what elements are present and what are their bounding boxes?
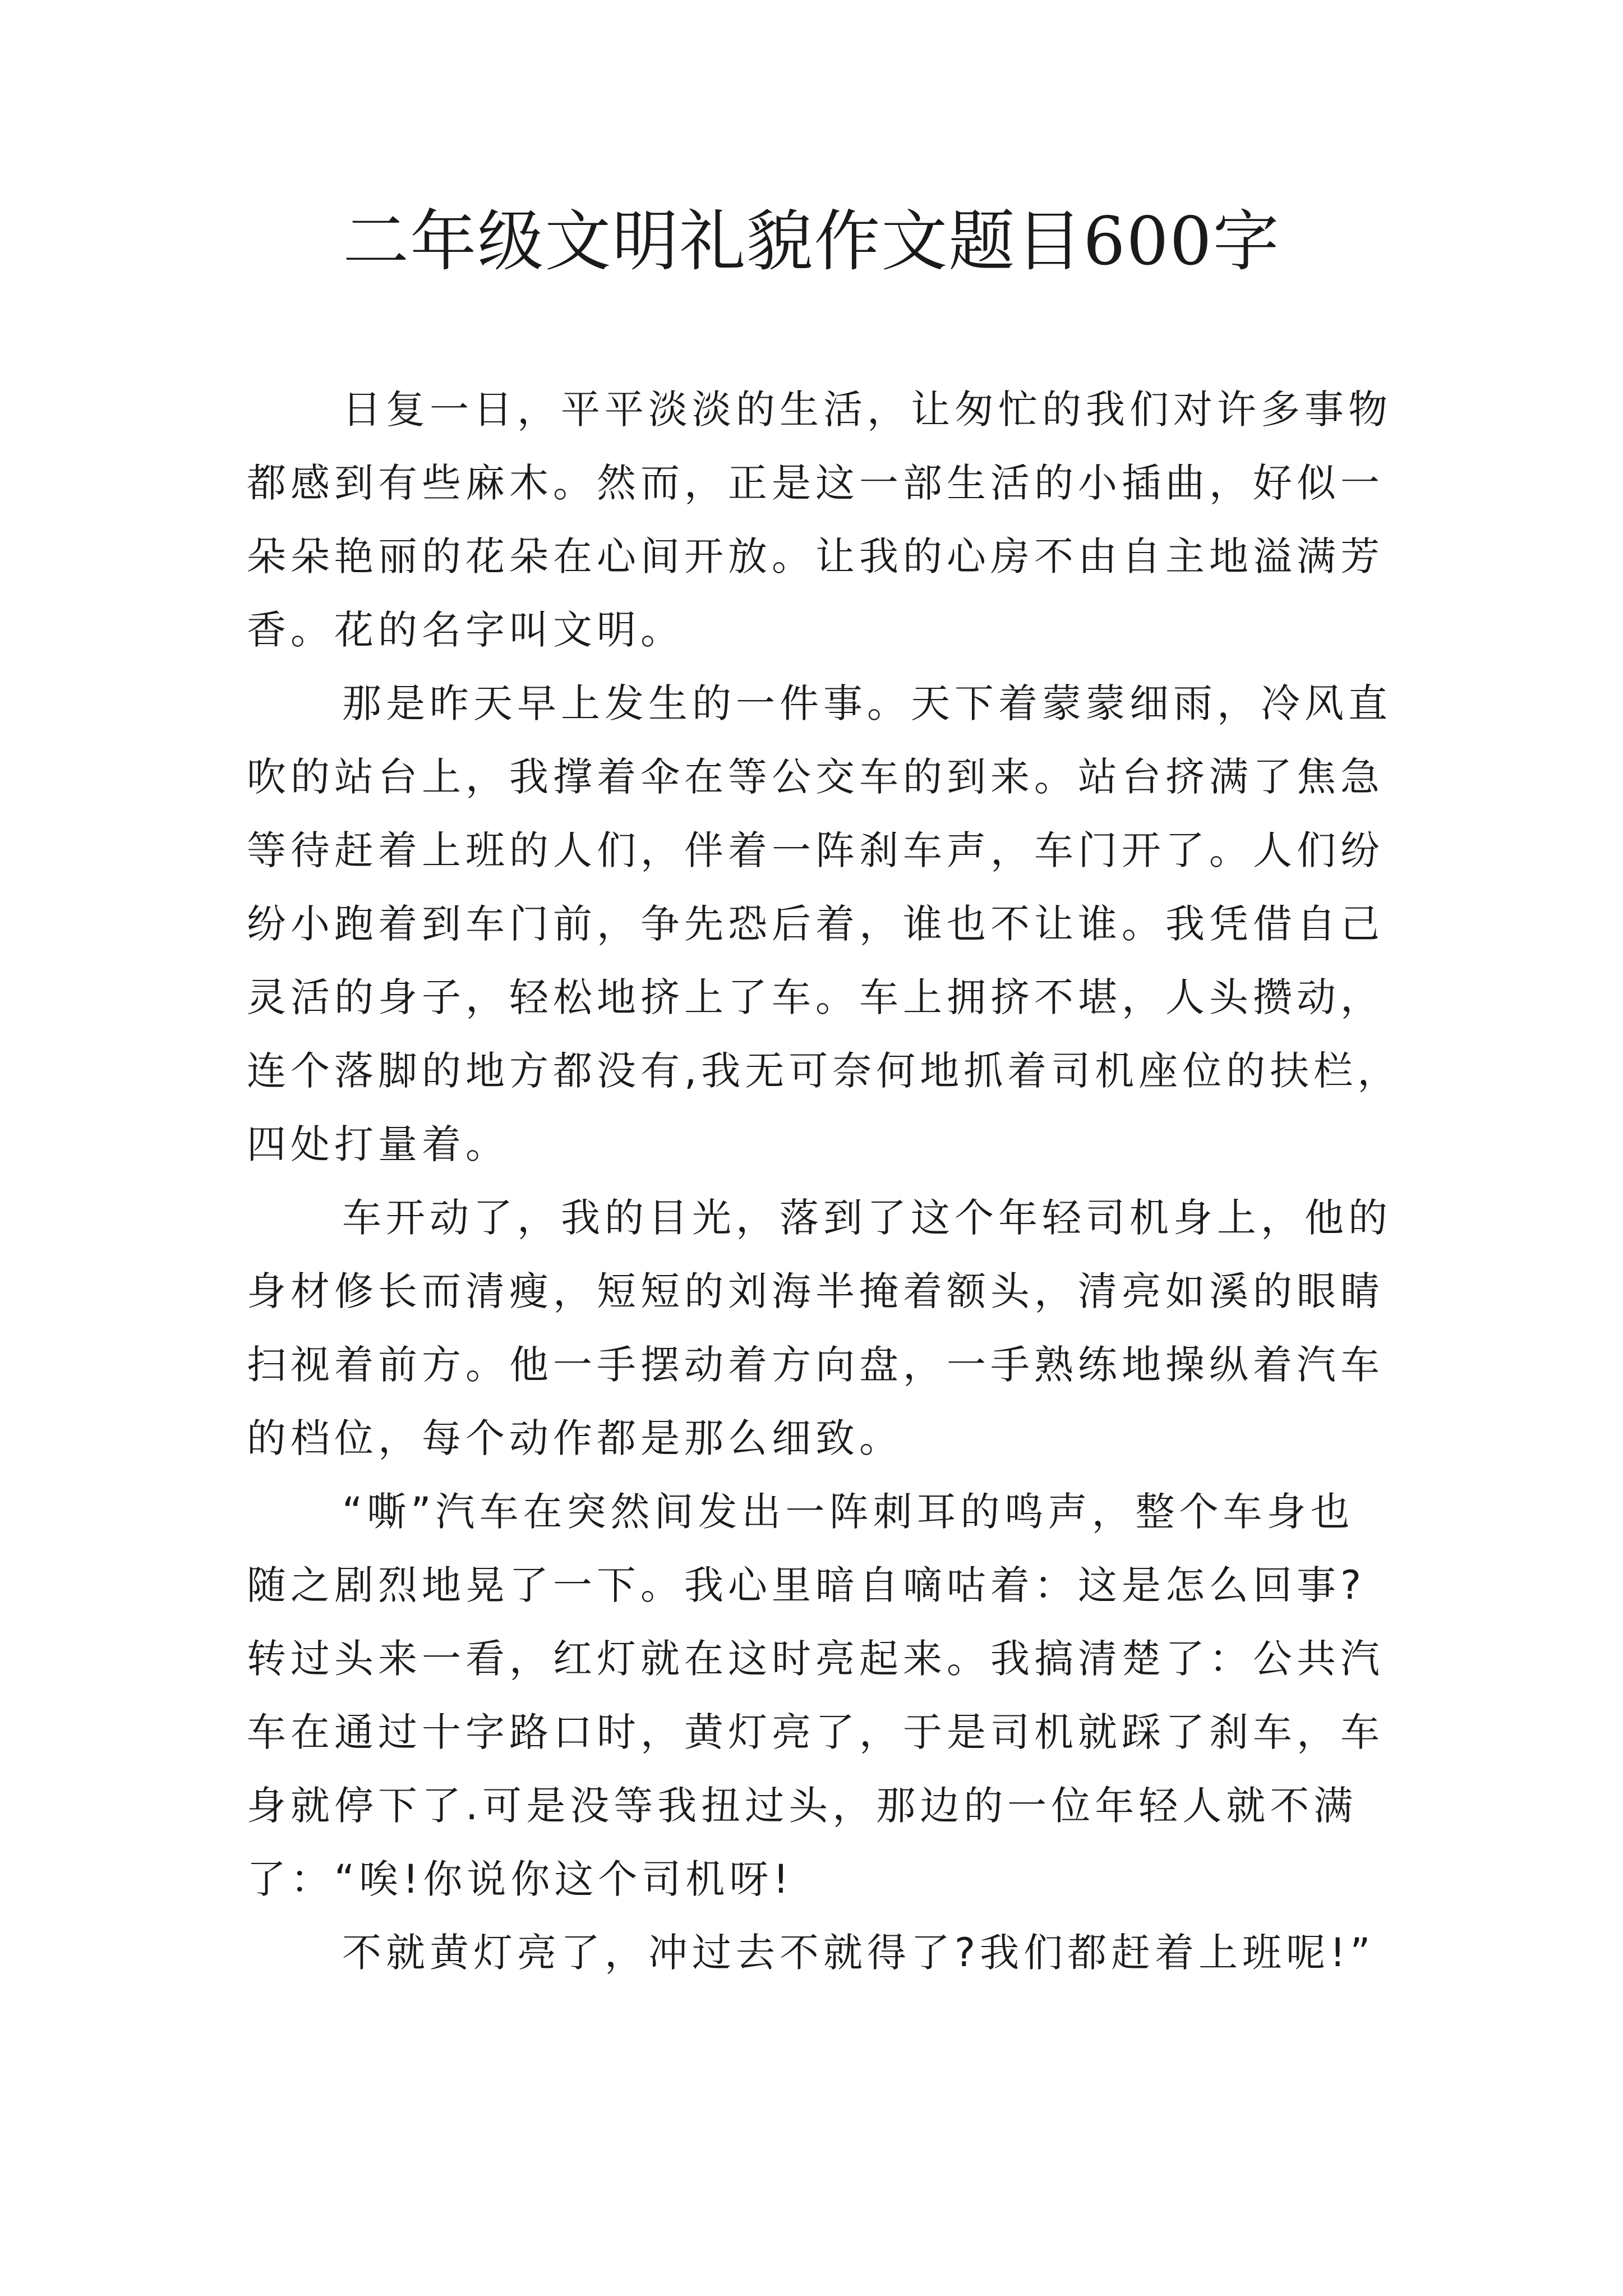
body-line: 朵朵艳丽的花朵在心间开放。让我的心房不由自主地溢满芳 — [247, 533, 1384, 579]
body-line: 等待赶着上班的人们，伴着一阵刹车声，车门开了。人们纷 — [247, 827, 1384, 873]
body-line: 吹的站台上，我撑着伞在等公交车的到来。站台挤满了焦急 — [247, 754, 1384, 800]
document-title: 二年级文明礼貌作文题目600字 — [343, 203, 1280, 280]
body-line: 灵活的身子，轻松地挤上了车。车上拥挤不堪，人头攒动， — [247, 974, 1384, 1020]
body-line: 都感到有些麻木。然而，正是这一部生活的小插曲，好似一 — [247, 460, 1384, 506]
body-line: 车开动了，我的目光，落到了这个年轻司机身上，他的 — [342, 1195, 1392, 1241]
body-line: 了：“唉!你说你这个司机呀! — [247, 1856, 794, 1902]
body-line: 那是昨天早上发生的一件事。天下着蒙蒙细雨，冷风直 — [342, 680, 1392, 726]
body-line: 日复一日，平平淡淡的生活，让匆忙的我们对许多事物 — [342, 386, 1392, 432]
body-line: 香。花的名字叫文明。 — [247, 607, 684, 653]
body-line: 的档位，每个动作都是那么细致。 — [247, 1415, 903, 1461]
body-line: 车在通过十字路口时，黄灯亮了，于是司机就踩了刹车，车 — [247, 1709, 1384, 1755]
body-line: 连个落脚的地方都没有,我无可奈何地抓着司机座位的扶栏， — [247, 1048, 1401, 1094]
body-line: 纷小跑着到车门前，争先恐后着，谁也不让谁。我凭借自己 — [247, 901, 1384, 947]
body-line: 身就停下了.可是没等我扭过头，那边的一位年轻人就不满 — [247, 1783, 1358, 1829]
body-line: 转过头来一看，红灯就在这时亮起来。我搞清楚了：公共汽 — [247, 1636, 1384, 1682]
body-line: 不就黄灯亮了，冲过去不就得了?我们都赶着上班呢!” — [342, 1930, 1375, 1976]
document-body — [247, 373, 1413, 1990]
body-line: 扫视着前方。他一手摆动着方向盘，一手熟练地操纵着汽车 — [247, 1342, 1384, 1388]
body-line: 四处打量着。 — [247, 1121, 509, 1167]
body-line: “嘶”汽车在突然间发出一阵刺耳的鸣声，整个车身也 — [342, 1489, 1354, 1535]
body-line: 随之剧烈地晃了一下。我心里暗自嘀咕着：这是怎么回事? — [247, 1562, 1366, 1608]
body-line: 身材修长而清瘦，短短的刘海半掩着额头，清亮如溪的眼睛 — [247, 1268, 1384, 1314]
